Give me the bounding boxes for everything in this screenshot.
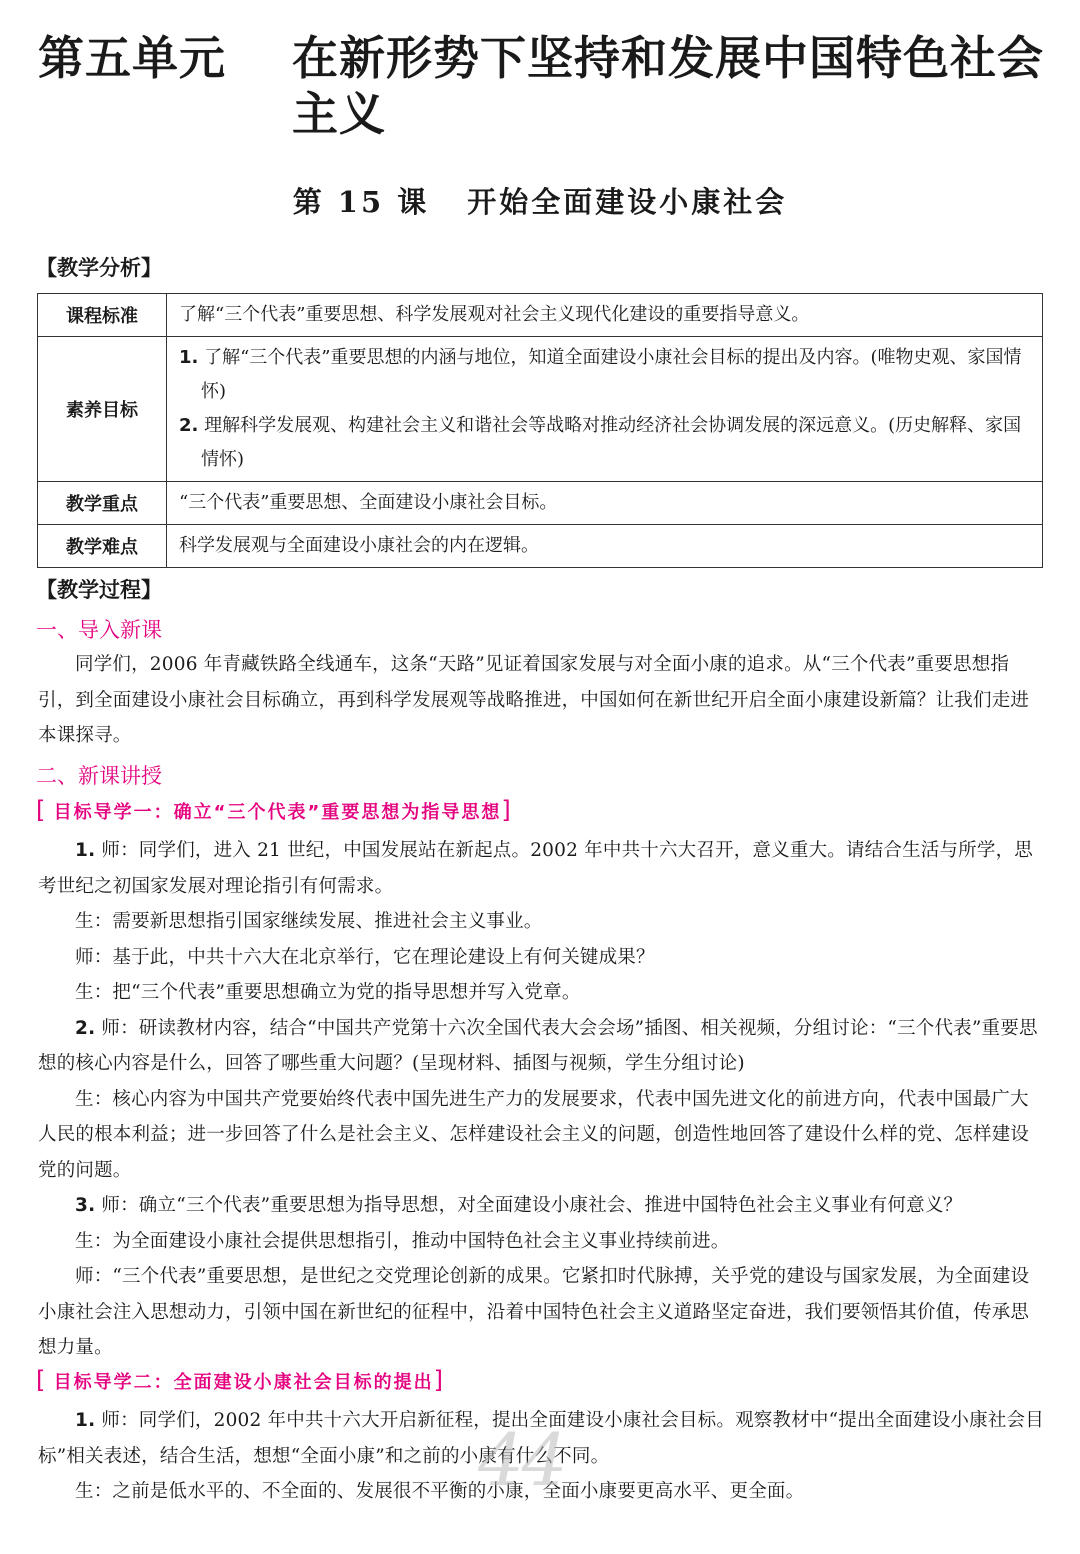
paragraph: 生：之前是低水平的、不全面的、发展很不平衡的小康，全面小康要更高水平、更全面。 bbox=[75, 1481, 805, 1502]
intro-paragraph bbox=[38, 647, 1044, 754]
analysis-heading: 【教学分析】 bbox=[36, 256, 162, 280]
lesson-name: 开始全面建设小康社会 bbox=[467, 185, 788, 219]
guide-2-heading: [ 目标导学二：全面建设小康社会目标的提出] bbox=[36, 1366, 444, 1394]
row-key: 教学难点 bbox=[38, 525, 167, 568]
section-1-heading: 一、导入新课 bbox=[36, 618, 162, 642]
page-number: 44 bbox=[478, 1418, 566, 1502]
paragraph: 3. 师：确立“三个代表”重要思想为指导思想，对全面建设小康社会、推进中国特色社会主义事业有何意义？ bbox=[75, 1195, 963, 1216]
section-2-heading: 二、新课讲授 bbox=[36, 764, 162, 788]
paragraph: 生：把“三个代表”重要思想确立为党的指导思想并写入党章。 bbox=[75, 982, 581, 1003]
row-value bbox=[167, 337, 1043, 482]
goal-item: 1. 了解“三个代表”重要思想的内涵与地位，知道全面建设小康社会目标的提出及内容。(唯物史观、家国情怀) bbox=[179, 347, 1022, 402]
unit-label: 第五单元 bbox=[38, 31, 226, 85]
guide-1-heading: [ 目标导学一：确立“三个代表”重要思想为指导思想] bbox=[36, 796, 511, 824]
paragraph: 师：“三个代表”重要思想，是世纪之交党理论创新的成果。它紧扣时代脉搏，关乎党的建设与国家发展，为全面建设小康社会注入思想动力，引领中国在新世纪的征程中，沿着中国特色社会主义道路坚定奋进，我们要领悟其价值，传承思想力量。 bbox=[38, 1266, 1030, 1358]
analysis-table bbox=[37, 293, 1043, 568]
table-row bbox=[38, 294, 1043, 337]
paragraph: 生：需要新思想指引国家继续发展、推进社会主义事业。 bbox=[75, 911, 543, 932]
table-row bbox=[38, 525, 1043, 568]
row-value: 了解“三个代表”重要思想、科学发展观对社会主义现代化建设的重要指导意义。 bbox=[167, 294, 1043, 337]
paragraph: 2. 师：研读教材内容，结合“中国共产党第十六次全国代表大会会场”插图、相关视频，分组讨论：“三个代表”重要思想的核心内容是什么，回答了哪些重大问题？(呈现材料、插图与视频，学生分组讨论) bbox=[38, 1017, 1038, 1074]
goal-item: 2. 理解科学发展观、构建社会主义和谐社会等战略对推动经济社会协调发展的深远意义。(历史解释、家国情怀) bbox=[179, 415, 1022, 470]
paragraph: 师：基于此，中共十六大在北京举行，它在理论建设上有何关键成果？ bbox=[75, 946, 655, 968]
paragraph: 1. 师：同学们，2002 年中共十六大开启新征程，提出全面建设小康社会目标。观察教材中“提出全面建设小康社会目标”相关表述，结合生活，想想“全面小康”和之前的小康有什么不同。 bbox=[38, 1410, 1044, 1467]
process-heading: 【教学过程】 bbox=[36, 578, 162, 602]
row-key: 素养目标 bbox=[38, 337, 167, 482]
paragraph: 1. 师：同学们，进入 21 世纪，中国发展站在新起点。2002 年中共十六大召开，意义重大。请结合生活与所学，思考世纪之初国家发展对理论指引有何需求。 bbox=[38, 840, 1033, 897]
paragraph: 同学们，2006 年青藏铁路全线通车，这条“天路”见证着国家发展与对全面小康的追求。从“三个代表”重要思想指引，到全面建设小康社会目标确立，再到科学发展观等战略推进，中国如何在新世纪开启全面小康建设新篇？让我们走进本课探寻。 bbox=[38, 654, 1030, 746]
row-key: 课程标准 bbox=[38, 294, 167, 337]
paragraph: 生：核心内容为中国共产党要始终代表中国先进生产力的发展要求，代表中国先进文化的前进方向，代表中国最广大人民的根本利益；进一步回答了什么是社会主义、怎样建设社会主义的问题，创造性地回答了建设什么样的党、怎样建设党的问题。 bbox=[38, 1088, 1030, 1181]
lesson-title bbox=[0, 180, 1080, 221]
row-value: 科学发展观与全面建设小康社会的内在逻辑。 bbox=[167, 525, 1043, 568]
table-row bbox=[38, 337, 1043, 482]
unit-text: 在新形势下坚持和发展中国特色社会主义 bbox=[292, 31, 1044, 141]
row-value: “三个代表”重要思想、全面建设小康社会目标。 bbox=[167, 482, 1043, 525]
lesson-number: 第 15 课 bbox=[292, 185, 430, 219]
paragraph: 生：为全面建设小康社会提供思想指引，推动中国特色社会主义事业持续前进。 bbox=[75, 1230, 730, 1252]
table-row bbox=[38, 482, 1043, 525]
guide-1-body bbox=[38, 833, 1044, 1366]
row-key: 教学重点 bbox=[38, 482, 167, 525]
